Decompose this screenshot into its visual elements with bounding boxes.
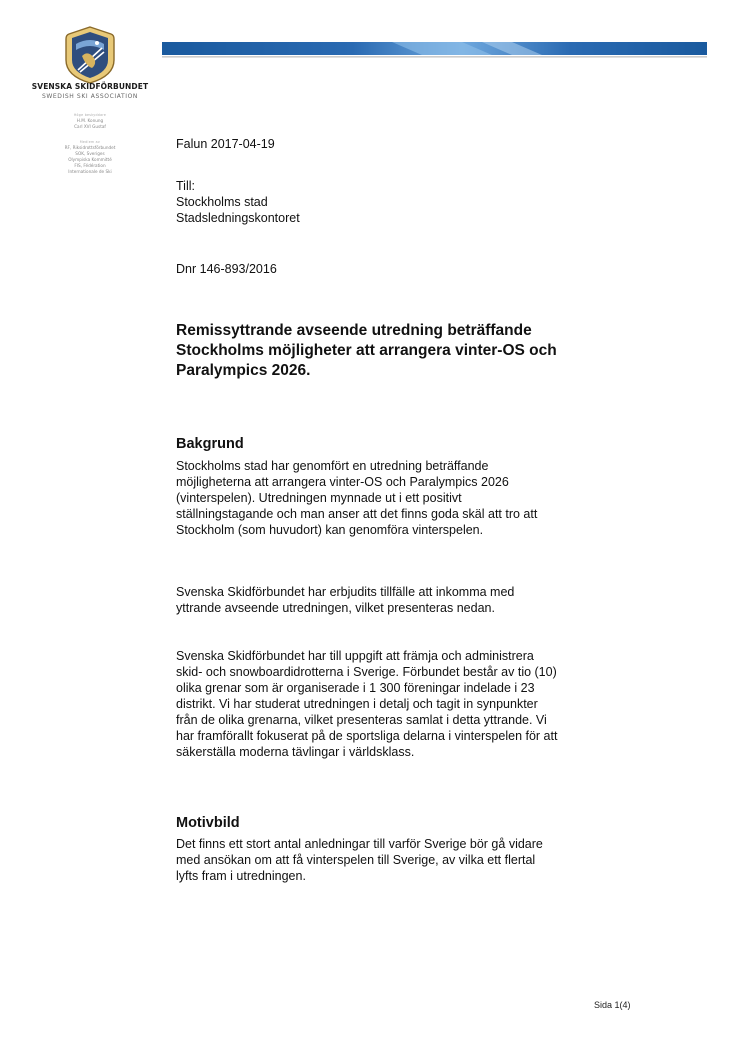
patron-caption: Höge beskyddare xyxy=(73,113,107,117)
title-line: Stockholms möjligheter att arrangera vinter-OS och xyxy=(176,342,557,359)
member-block xyxy=(20,139,160,175)
title-line: Remissyttrande avseende utredning beträffande xyxy=(176,322,532,339)
heading-motivbild: Motivbild xyxy=(176,815,240,831)
member-line: RF, Riksidrottsförbundet xyxy=(64,145,116,150)
text-line: olika grenar som är organiserade i 1 300 föreningar indelade i 23 xyxy=(176,681,535,695)
member-line: Olympiska Kommitté xyxy=(68,157,112,162)
ski-association-logo xyxy=(64,26,116,84)
patron-line: H.M. Konung xyxy=(76,118,104,123)
text-line: med ansökan om att få vinterspelen till Sverige, av vilka ett flertal xyxy=(176,853,536,867)
text-line: distrikt. Vi har studerat utredningen i detalj och tagit in synpunkter xyxy=(176,697,538,711)
heading-bakgrund: Bakgrund xyxy=(176,436,244,452)
member-line: Internationale de Ski xyxy=(68,169,112,174)
text-line: från de olika grenarna, vilket presenteras samlat i detta yttrande. Vi xyxy=(176,713,547,727)
text-line: (vinterspelen). Utredningen mynnade ut i ett positivt xyxy=(176,491,462,505)
text-line: Stockholms stad har genomfört en utredning beträffande xyxy=(176,459,489,473)
bakgrund-paragraph-1 xyxy=(176,458,676,538)
text-line: Det finns ett stort antal anledningar till varför Sverige bör gå vidare xyxy=(176,837,543,851)
text-line: säkerställa moderna tävlingar i världsklass. xyxy=(176,745,415,759)
member-caption: Medlem av xyxy=(79,140,101,144)
text-line: ställningstagande och man anser att det finns goda skäl att tro att xyxy=(176,507,538,521)
recipient-line: Stockholms stad xyxy=(176,195,268,209)
member-line: SOK, Sveriges xyxy=(75,151,105,156)
text-line: har framförallt fokuserat på de sportsliga delarna i vinterspelen för att xyxy=(176,729,558,743)
patron-block xyxy=(20,112,160,130)
reference-number: Dnr 146-893/2016 xyxy=(176,262,277,276)
document-title xyxy=(176,321,676,381)
member-line: FIS, Fédération xyxy=(74,163,106,168)
text-line: Svenska Skidförbundet har till uppgift att främja och administrera xyxy=(176,649,534,663)
text-line: skid- och snowboardidrotterna i Sverige. Förbundet består av tio (10) xyxy=(176,665,557,679)
text-line: möjligheterna att arrangera vinter-OS och Paralympics 2026 xyxy=(176,475,509,489)
title-line: Paralympics 2026. xyxy=(176,362,311,379)
recipient-block xyxy=(176,178,300,226)
org-subtitle: SWEDISH SKI ASSOCIATION xyxy=(41,93,139,100)
recipient-line: Stadsledningskontoret xyxy=(176,211,300,225)
header-band xyxy=(162,42,707,58)
bakgrund-paragraph-3 xyxy=(176,648,676,760)
motivbild-paragraph-1 xyxy=(176,836,676,884)
text-line: Stockholm (som huvudort) kan genomföra vinterspelen. xyxy=(176,523,484,537)
org-name: SVENSKA SKIDFÖRBUNDET xyxy=(31,82,149,91)
patron-line: Carl XVI Gustaf xyxy=(74,124,106,129)
text-line: lyfts fram i utredningen. xyxy=(176,869,306,883)
page-number: Sida 1(4) xyxy=(594,1000,631,1010)
date-line: Falun 2017-04-19 xyxy=(176,137,275,151)
bakgrund-paragraph-2 xyxy=(176,584,676,616)
text-line: Svenska Skidförbundet har erbjudits tillfälle att inkomma med xyxy=(176,585,515,599)
recipient-line: Till: xyxy=(176,179,195,193)
text-line: yttrande avseende utredningen, vilket presenteras nedan. xyxy=(176,601,495,615)
